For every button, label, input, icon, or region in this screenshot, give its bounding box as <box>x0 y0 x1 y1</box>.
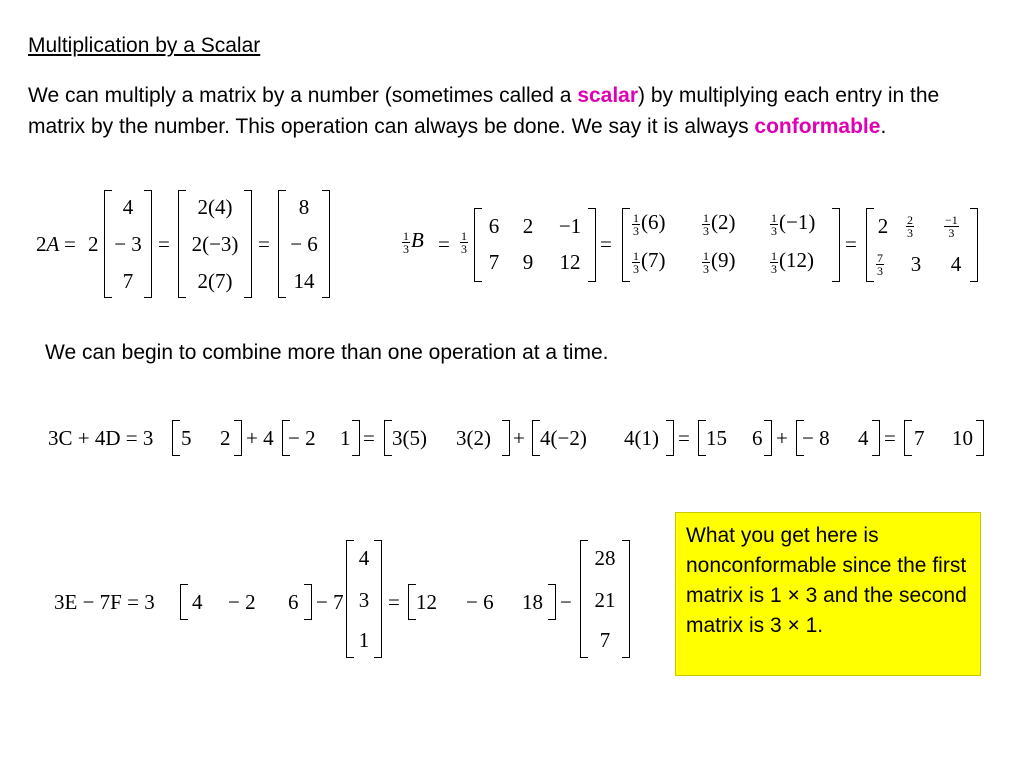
matrix-cell: 3 <box>358 588 370 612</box>
eq3-plus-3: + <box>776 426 788 450</box>
eq2-lhs: $\frac{1}{3}$ B <box>403 228 424 256</box>
matrix-cell: 12 <box>559 250 581 274</box>
eq3-row-a1 <box>172 420 242 456</box>
eq3-plus-2: + <box>513 426 525 450</box>
matrix-cell: $\frac{7}{3}$ <box>877 250 883 278</box>
matrix-cell: 3(5) <box>392 426 427 450</box>
matrix-cell: −1 <box>558 214 582 238</box>
eq1-scalar: 2 <box>88 232 99 256</box>
matrix-cell: 4 <box>192 590 203 614</box>
matrix-cell: $\frac{1}{3}$ (2) <box>703 210 736 238</box>
eq4-minus-1: − 7 <box>316 590 344 614</box>
matrix-cell: 1 <box>340 426 351 450</box>
matrix-cell: 14 <box>293 269 315 293</box>
eq2-scalar: $\frac{1}{3}$ <box>461 228 467 256</box>
eq2-equals-1: = <box>438 232 450 256</box>
eq4-equals: = <box>388 590 400 614</box>
matrix-cell: $\frac{1}{3}$ (12) <box>771 248 814 276</box>
eq2-matrix-result <box>866 208 978 282</box>
matrix-cell: − 3 <box>114 232 142 256</box>
matrix-cell: 10 <box>952 426 973 450</box>
matrix-cell: 12 <box>416 590 437 614</box>
eq1-lhs: 2A <box>36 232 60 256</box>
matrix-cell: 4 <box>358 546 370 570</box>
eq3-lhs: 3C + 4D = 3 <box>48 426 154 450</box>
eq4-col-result <box>580 540 630 658</box>
matrix-cell: − 2 <box>228 590 256 614</box>
intro-text-2: ) by multiplying each entry in the matrix by the number. This operation can always be done. We say it is always <box>28 84 940 138</box>
matrix-cell: − 6 <box>466 590 494 614</box>
intro-paragraph <box>28 80 988 142</box>
matrix-cell: 4(−2) <box>540 426 587 450</box>
eq3-plus-1: + 4 <box>246 426 274 450</box>
eq4-minus-2: − <box>560 590 572 614</box>
matrix-cell: $\frac{1}{3}$ (−1) <box>771 210 816 238</box>
eq3-equals-3: = <box>884 426 896 450</box>
eq3-row-c2 <box>796 420 880 456</box>
matrix-cell: 2 <box>220 426 231 450</box>
eq2-equals-2: = <box>600 232 612 256</box>
matrix-cell: $\frac{1}{3}$ (7) <box>633 248 666 276</box>
eq4-lhs: 3E − 7F = 3 <box>54 590 155 614</box>
eq4-col-f <box>346 540 382 658</box>
matrix-cell: 6 <box>288 590 299 614</box>
matrix-cell: 15 <box>706 426 727 450</box>
matrix-cell: − 6 <box>290 232 318 256</box>
matrix-cell: 21 <box>594 588 616 612</box>
matrix-cell: 6 <box>488 214 500 238</box>
matrix-cell: 7 <box>488 250 500 274</box>
matrix-cell: 1 <box>358 628 370 652</box>
eq1-matrix-scaled <box>178 190 252 298</box>
matrix-cell: 9 <box>522 250 534 274</box>
eq1-equals-2: = <box>158 232 170 256</box>
matrix-cell: $\frac{1}{3}$ (6) <box>633 210 666 238</box>
eq2-equals-3: = <box>845 232 857 256</box>
matrix-cell: 6 <box>752 426 763 450</box>
matrix-cell: − 8 <box>802 426 830 450</box>
matrix-cell: 2 <box>522 214 534 238</box>
intro-text-end: . <box>880 115 887 138</box>
scalar-term: scalar <box>577 84 639 107</box>
eq2-matrix-b <box>474 208 596 282</box>
eq3-row-b1 <box>384 420 510 456</box>
matrix-cell: 2 <box>877 214 889 238</box>
matrix-cell: $\frac{2}{3}$ <box>907 212 913 240</box>
matrix-cell: 3 <box>910 252 922 276</box>
matrix-cell: $\frac{1}{3}$ (9) <box>703 248 736 276</box>
eq1-equals-1: = <box>64 232 76 256</box>
matrix-cell: 28 <box>594 546 616 570</box>
eq1-equals-3: = <box>258 232 270 256</box>
matrix-cell: 5 <box>181 426 192 450</box>
intro-text-1: We can multiply a matrix by a number (sometimes called a <box>28 84 578 107</box>
matrix-cell: 7 <box>122 269 134 293</box>
slide-heading: Multiplication by a Scalar <box>28 34 261 57</box>
matrix-cell: − 2 <box>288 426 316 450</box>
matrix-cell: 2(4) <box>197 195 233 219</box>
conformable-term: conformable <box>754 115 881 138</box>
matrix-cell: 4 <box>950 252 962 276</box>
matrix-cell: 8 <box>298 195 310 219</box>
eq1-matrix-result <box>278 190 330 298</box>
matrix-cell: $\frac{-1}{3}$ <box>945 212 958 240</box>
matrix-cell: 2(7) <box>197 269 233 293</box>
eq4-row-result <box>408 584 556 620</box>
eq2-matrix-scaled <box>622 208 840 282</box>
eq3-equals-1: = <box>363 426 375 450</box>
nonconformable-note: What you get here is nonconformable since the first matrix is 1 × 3 and the second matrix is 3 × 1. <box>675 512 981 676</box>
matrix-cell: 2(−3) <box>191 232 239 256</box>
eq3-row-d1 <box>904 420 984 456</box>
matrix-cell: 4(1) <box>624 426 659 450</box>
eq3-equals-2: = <box>678 426 690 450</box>
eq3-row-c1 <box>698 420 772 456</box>
matrix-cell: 4 <box>122 195 134 219</box>
combine-text: We can begin to combine more than one operation at a time. <box>45 341 609 364</box>
matrix-cell: 7 <box>599 628 611 652</box>
matrix-cell: 3(2) <box>456 426 491 450</box>
matrix-cell: 4 <box>858 426 869 450</box>
eq3-row-b2 <box>532 420 674 456</box>
eq3-row-a2 <box>282 420 360 456</box>
matrix-cell: 7 <box>914 426 925 450</box>
eq4-row-e <box>180 584 312 620</box>
matrix-cell: 18 <box>522 590 543 614</box>
eq1-matrix-a <box>104 190 152 298</box>
